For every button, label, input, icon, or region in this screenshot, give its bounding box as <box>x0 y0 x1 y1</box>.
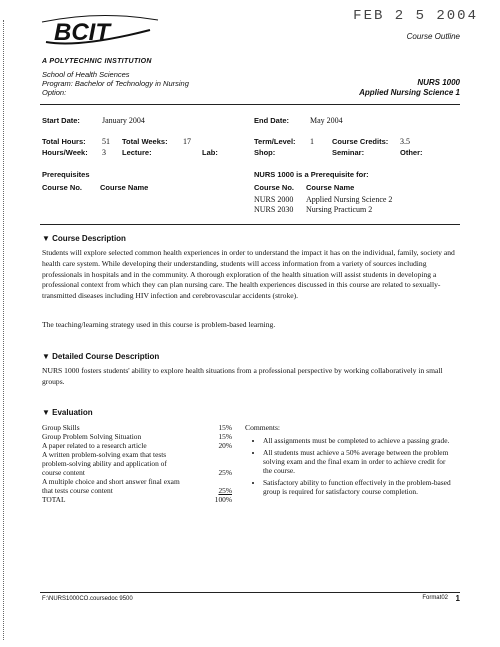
teaching-strategy-text: The teaching/learning strategy used in this course is problem-based learning. <box>42 320 276 329</box>
chevron-down-icon: ▼ <box>42 234 53 243</box>
evaluation-weight: 25% <box>218 486 232 495</box>
footer-file-path: F:\NURS1000CO.coursedoc 9500 <box>42 596 133 602</box>
prereq-for-course-name: Nursing Practicum 2 <box>306 205 373 214</box>
course-description-text: Students will explore selected common health experiences in order to understand the impact it has on the individual, family, society and health care system. While developing their understanding, students will access information from a variety of sources including professionals in hospitals and in the community. A thorough exploration of the health situation will assist students in developing a professional context from which they can plan nursing care. The health experiences discussed in this course are related to sexually-transmitted diseases including HIV infection and cerebrovascular accidents (stroke). <box>42 248 455 301</box>
total-hours-label: Total Hours: <box>42 137 86 146</box>
evaluation-weight: 15% <box>218 432 232 441</box>
prereq-for-course-no: NURS 2030 <box>254 205 294 214</box>
lab-label: Lab: <box>202 148 218 157</box>
prereq-col-no: Course No. <box>42 183 83 192</box>
end-date-label: End Date: <box>254 116 290 125</box>
course-title: Applied Nursing Science 1 <box>359 88 460 97</box>
seminar-label: Seminar: <box>332 148 365 157</box>
start-date-label: Start Date: <box>42 116 80 125</box>
evaluation-table <box>42 423 232 504</box>
footer-divider <box>40 592 460 593</box>
comments-title: Comments: <box>245 423 281 432</box>
prereq-for-course-no: NURS 2000 <box>254 195 294 204</box>
evaluation-item: Group Skills <box>42 423 80 432</box>
comments-block <box>245 423 455 499</box>
comment-item: • Satisfactory ability to function effectively in the problem-based group is required for satisfactory course completion. <box>263 478 455 496</box>
evaluation-total-row <box>42 495 232 504</box>
credits-label: Course Credits: <box>332 137 389 146</box>
comment-item: • All assignments must be completed to achieve a passing grade. <box>263 436 455 445</box>
evaluation-row <box>42 423 232 432</box>
evaluation-row <box>42 432 232 441</box>
school-name: School of Health Sciences <box>42 70 130 79</box>
detailed-description-heading: ▼ Detailed Course Description <box>42 352 160 361</box>
evaluation-item: Group Problem Solving Situation <box>42 432 142 441</box>
evaluation-weight: 20% <box>218 441 232 450</box>
evaluation-heading: ▼ Evaluation <box>42 408 93 417</box>
divider <box>40 104 460 105</box>
start-date-value: January 2004 <box>102 116 145 125</box>
prereq-for-col-name: Course Name <box>306 183 355 192</box>
other-label: Other: <box>400 148 423 157</box>
credits-value: 3.5 <box>400 137 410 146</box>
end-date-value: May 2004 <box>310 116 343 125</box>
evaluation-item: A multiple choice and short answer final exam that tests course content <box>42 477 180 495</box>
total-weeks-label: Total Weeks: <box>122 137 168 146</box>
course-description-heading: ▼ Course Description <box>42 234 126 243</box>
evaluation-item: A paper related to a research article <box>42 441 147 450</box>
doc-type-label: Course Outline <box>406 32 460 41</box>
prereq-for-title: NURS 1000 is a Prerequisite for: <box>254 170 369 179</box>
evaluation-weight: 15% <box>218 423 232 432</box>
bcit-logo <box>40 12 160 50</box>
prereq-for-course-name: Applied Nursing Science 2 <box>306 195 393 204</box>
prereq-for-col-no: Course No. <box>254 183 295 192</box>
evaluation-total-value: 100% <box>214 495 232 504</box>
detailed-description-text: NURS 1000 fosters students' ability to explore health situations from a professional perspective by working collaboratively in small groups. <box>42 366 443 386</box>
margin-dots <box>3 20 6 640</box>
chevron-down-icon: ▼ <box>42 352 53 361</box>
received-date-stamp: FEB 2 5 2004 <box>353 8 478 24</box>
term-label: Term/Level: <box>254 137 296 146</box>
program-name: Program: Bachelor of Technology in Nursing <box>42 79 189 88</box>
shop-label: Shop: <box>254 148 276 157</box>
total-hours-value: 51 <box>102 137 110 146</box>
footer-format: Format02 <box>422 595 448 601</box>
hours-week-value: 3 <box>102 148 106 157</box>
evaluation-weight: 25% <box>218 468 232 477</box>
option-label: Option: <box>42 88 67 97</box>
institution-tagline: A POLYTECHNIC INSTITUTION <box>42 58 152 65</box>
evaluation-row <box>42 441 232 450</box>
divider <box>40 224 460 225</box>
term-value: 1 <box>310 137 314 146</box>
prerequisites-title: Prerequisites <box>42 170 90 179</box>
evaluation-row <box>42 450 232 477</box>
total-weeks-value: 17 <box>183 137 191 146</box>
lecture-label: Lecture: <box>122 148 152 157</box>
comments-list <box>245 436 455 496</box>
evaluation-item: A written problem-solving exam that tests problem-solving ability and application of course content <box>42 450 167 477</box>
evaluation-row <box>42 477 232 495</box>
page-number: 1 <box>455 594 460 603</box>
prereq-col-name: Course Name <box>100 183 149 192</box>
hours-week-label: Hours/Week: <box>42 148 88 157</box>
svg-text:BCIT: BCIT <box>54 19 110 46</box>
chevron-down-icon: ▼ <box>42 408 53 417</box>
comment-item: • All students must achieve a 50% average between the problem solving exam and the final exam in order to achieve credit for the course. <box>263 448 455 475</box>
evaluation-total-label: TOTAL <box>42 495 66 504</box>
course-code: NURS 1000 <box>417 78 460 87</box>
